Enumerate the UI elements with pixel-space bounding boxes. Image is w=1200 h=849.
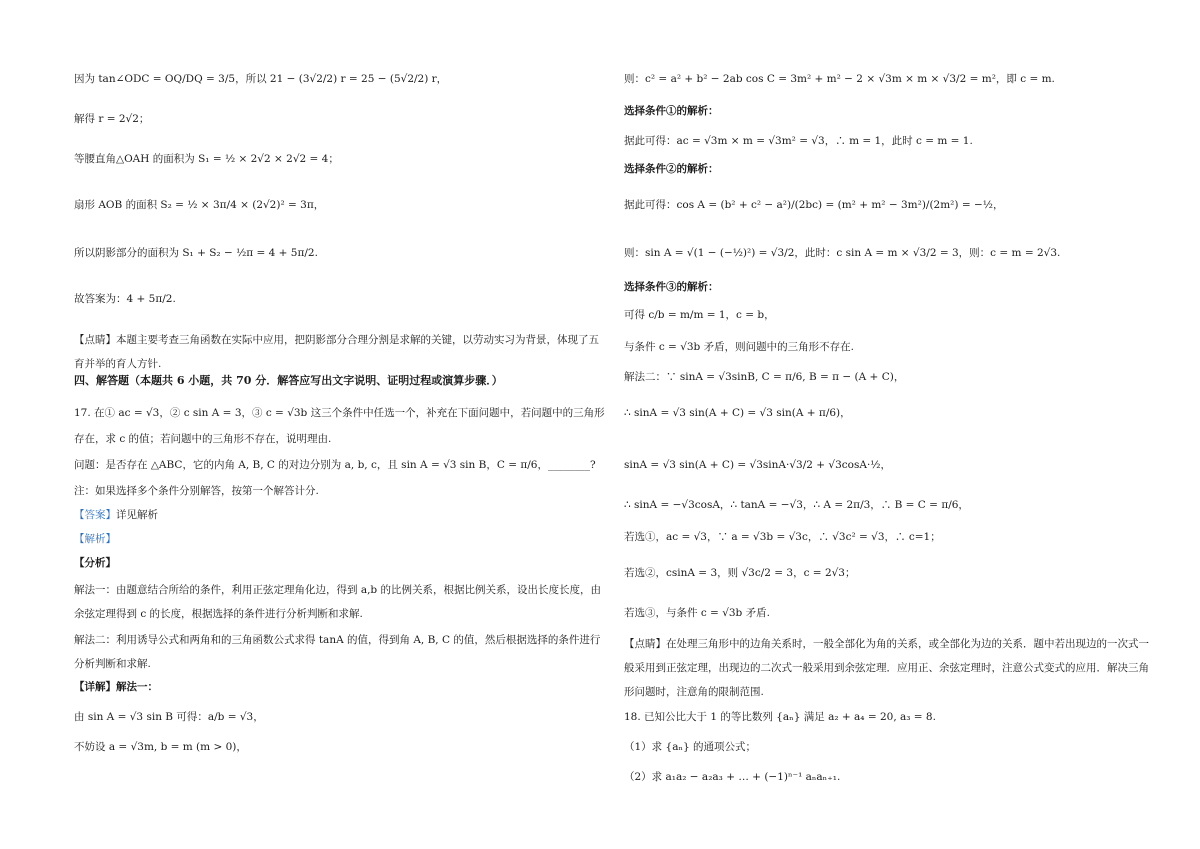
text-line: 所以阴影部分的面积为 S₁ + S₂ − ½π = 4 + 5π/2. — [74, 247, 318, 259]
detail-heading: 【详解】解法一： — [74, 681, 158, 693]
breakdown-tag: 【分析】 — [74, 557, 116, 569]
condition-1-heading: 选择条件①的解析： — [624, 105, 719, 117]
question-17: 17. 在① ac = √3，② c sin A = 3，③ c = √3b 这三个条件中任选一个，补充在下面问题中，若问题中的三角形存在，求 c 的值；若问题中的三角形不存在，说明理由. — [74, 407, 605, 445]
answer-tag: 【答案】 — [74, 509, 116, 521]
condition-3-heading: 选择条件③的解析： — [624, 281, 719, 293]
text-line: 等腰直角△OAH 的面积为 S₁ = ½ × 2√2 × 2√2 = 4； — [74, 153, 339, 165]
text-line: sinA = √3 sin(A + C) = √3sinA·√3/2 + √3cosA·½， — [624, 459, 891, 471]
text-line: 不妨设 a = √3m, b = m (m > 0)， — [74, 741, 247, 753]
text-line: 则：c² = a² + b² − 2ab cos C = 3m² + m² − 2 × √3m × m × √3/2 = m²，即 c = m. — [624, 73, 1055, 85]
text-line: 若选③，与条件 c = √3b 矛盾. — [624, 607, 770, 619]
method-one-summary: 解法一：由题意结合所给的条件，利用正弦定理角化边，得到 a,b 的比例关系，根据比例关系，设出长度长度，由余弦定理得到 c 的长度，根据选择的条件进行分析判断和求解. — [74, 584, 601, 620]
question-17-problem: 问题：是否存在 △ABC，它的内角 A, B, C 的对边分别为 a, b, c，且 sin A = √3 sin B，C = π/6，________? — [74, 459, 596, 471]
text-line: ∴ sinA = −√3cosA，∴ tanA = −√3，∴ A = 2π/3，∴ B = C = π/6， — [624, 499, 969, 511]
text-line: 因为 tan∠ODC = OQ/DQ = 3/5，所以 21 − (3√2/2) r = 25 − (5√2/2) r， — [74, 73, 448, 85]
text-line: 由 sin A = √3 sin B 可得：a/b = √3， — [74, 711, 264, 723]
text-line: 故答案为：4 + 5π/2. — [74, 293, 176, 305]
remark-paragraph: 【点睛】本题主要考查三角函数在实际中应用，把阴影部分合理分割是求解的关键，以劳动实习为背景，体现了五育并举的育人方针. — [74, 334, 599, 370]
text-line: 若选①，ac = √3，∵ a = √3b = √3c，∴ √3c² = √3，∴ c=1； — [624, 531, 941, 543]
section-heading: 四、解答题（本题共 6 小题，共 70 分．解答应写出文字说明、证明过程或演算步骤．） — [74, 374, 503, 387]
text-line: 若选②，csinA = 3，则 √3c/2 = 3，c = 2√3； — [624, 567, 856, 579]
question-18-part-1: （1）求 {aₙ} 的通项公式； — [624, 741, 757, 753]
text-line: 据此可得：ac = √3m × m = √3m² = √3，∴ m = 1，此时 c = m = 1. — [624, 135, 973, 147]
condition-2-heading: 选择条件②的解析： — [624, 163, 719, 175]
text-line: ∴ sinA = √3 sin(A + C) = √3 sin(A + π/6)， — [624, 407, 851, 419]
text-line: 解得 r = 2√2； — [74, 113, 150, 125]
text-line: 与条件 c = √3b 矛盾，则问题中的三角形不存在. — [624, 341, 854, 353]
method-two-summary: 解法二：利用诱导公式和两角和的三角函数公式求得 tanA 的值，得到角 A, B, C 的值，然后根据选择的条件进行分析判断和求解. — [74, 634, 601, 670]
remark-paragraph: 【点睛】在处理三角形中的边角关系时，一般全部化为角的关系，或全部化为边的关系．题中若出现边的一次式一般采用到正弦定理，出现边的二次式一般采用到余弦定理．应用正、余弦定理时，注意公式变式的应用．解决三角形问题时，注意角的限制范围. — [624, 638, 1149, 698]
text-line: 则：sin A = √(1 − (−½)²) = √3/2，此时：c sin A = m × √3/2 = 3，则：c = m = 2√3. — [624, 247, 1061, 259]
text-line: 可得 c/b = m/m = 1，c = b， — [624, 309, 775, 321]
answer-text: 详见解析 — [116, 509, 158, 521]
text-line: 解法二：∵ sinA = √3sinB, C = π/6, B = π − (A + C)， — [624, 371, 905, 383]
text-line: 据此可得：cos A = (b² + c² − a²)/(2bc) = (m² + m² − 3m²)/(2m²) = −½， — [624, 199, 1004, 211]
text-line: 扇形 AOB 的面积 S₂ = ½ × 3π/4 × (2√2)² = 3π， — [74, 199, 325, 211]
question-17-note: 注：如果选择多个条件分别解答，按第一个解答计分. — [74, 485, 319, 497]
question-18: 18. 已知公比大于 1 的等比数列 {aₙ} 满足 a₂ + a₄ = 20, a₃ = 8. — [624, 711, 936, 723]
analysis-tag: 【解析】 — [74, 533, 116, 545]
answer-line — [74, 508, 158, 522]
question-18-part-2: （2）求 a₁a₂ − a₂a₃ + … + (−1)ⁿ⁻¹ aₙaₙ₊₁. — [624, 771, 841, 783]
